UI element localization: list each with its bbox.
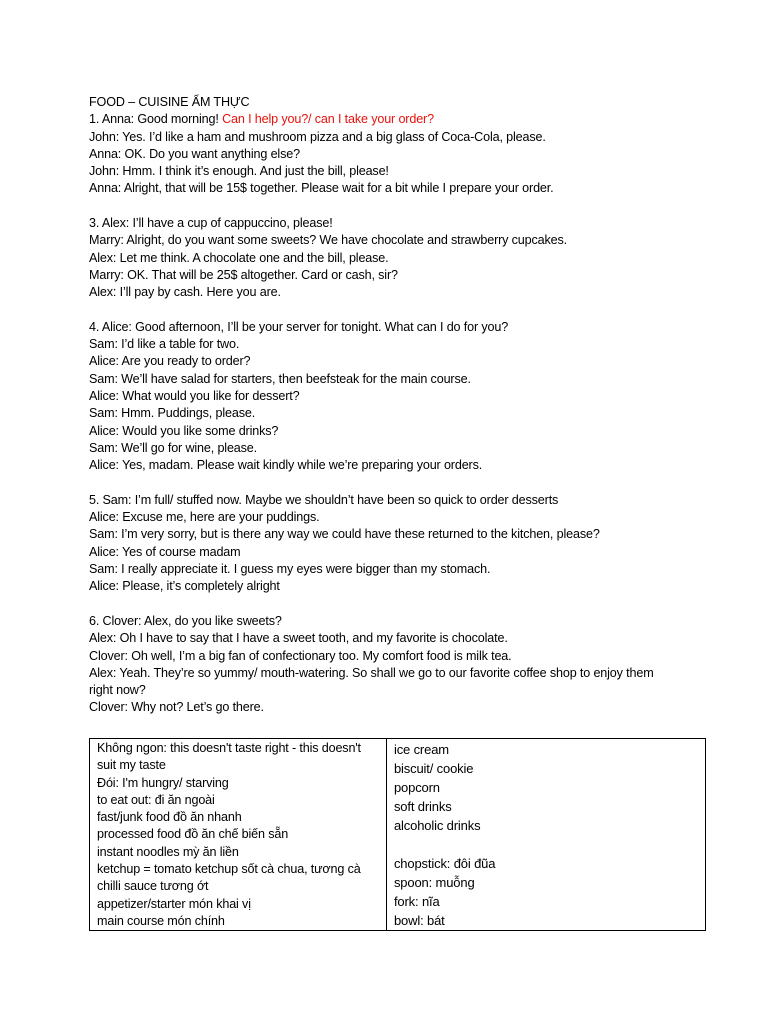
dialog-line: Marry: OK. That will be 25$ altogether. Card or cash, sir? bbox=[89, 267, 398, 282]
dialog-line: Alice: Would you like some drinks? bbox=[89, 423, 279, 438]
dialog-1-greeting: 1. Anna: Good morning! bbox=[89, 112, 223, 127]
vocabulary-table bbox=[89, 738, 706, 931]
dialog-line: Alex: Oh I have to say that I have a sweet tooth, and my favorite is chocolate. bbox=[89, 631, 508, 646]
dialog-line: Alex: Let me think. A chocolate one and the bill, please. bbox=[89, 250, 389, 265]
spacer bbox=[89, 302, 699, 319]
vocab-item: appetizer/starter món khai vị bbox=[97, 896, 251, 911]
vocab-item: fast/junk food đồ ăn nhanh bbox=[97, 810, 242, 825]
dialog-line: Alice: Please, it’s completely alright bbox=[89, 579, 280, 594]
vocab-item: biscuit/ cookie bbox=[393, 761, 474, 776]
dialog-line: 4. Alice: Good afternoon, I’ll be your server for tonight. What can I do for you? bbox=[89, 319, 509, 334]
dialog-line: Alex: I’ll pay by cash. Here you are. bbox=[89, 285, 281, 300]
vocab-item: soft drinks bbox=[393, 799, 452, 814]
vocab-item: chopstick: đôi đũa bbox=[393, 856, 496, 871]
vocab-item: chilli sauce tương ớt bbox=[97, 879, 209, 894]
dialog-line: Alice: Yes of course madam bbox=[89, 544, 241, 559]
dialog-line: Marry: Alright, do you want some sweets? We have chocolate and strawberry cupcakes. bbox=[89, 233, 568, 248]
vocab-item: instant noodles mỳ ăn liền bbox=[97, 844, 239, 859]
dialog-line: Sam: We’ll have salad for starters, then beefsteak for the main course. bbox=[89, 371, 471, 386]
vocab-item: fork: nĩa bbox=[393, 894, 440, 909]
dialog-line-wrapped: Alex: Yeah. They’re so yummy/ mouth-watering. So shall we go to our favorite coffee shop to enjoy them right now? bbox=[89, 665, 654, 698]
dialog-line: Sam: I’m very sorry, but is there any way we could have these returned to the kitchen, please? bbox=[89, 527, 600, 542]
vocab-item: main course món chính bbox=[97, 913, 225, 928]
dialog-line: Anna: Alright, that will be 15$ together. Please wait for a bit while I prepare your order. bbox=[89, 181, 554, 196]
dialog-line: John: Yes. I’d like a ham and mushroom pizza and a big glass of Coca-Cola, please. bbox=[89, 129, 546, 144]
dialog-line: Clover: Oh well, I’m a big fan of confectionary too. My comfort food is milk tea. bbox=[89, 648, 512, 663]
vocab-left-cell bbox=[90, 739, 387, 931]
dialog-line: Sam: We’ll go for wine, please. bbox=[89, 440, 258, 455]
dialog-line: Sam: I really appreciate it. I guess my eyes were bigger than my stomach. bbox=[89, 562, 491, 577]
dialog-line: 5. Sam: I’m full/ stuffed now. Maybe we shouldn’t have been so quick to order desserts bbox=[89, 492, 559, 507]
dialog-1-highlight: Can I help you?/ can I take your order? bbox=[222, 112, 434, 127]
spacer bbox=[394, 835, 700, 854]
vocab-right-cell bbox=[386, 739, 705, 931]
dialog-text bbox=[89, 94, 699, 717]
vocab-item: processed food đồ ăn chế biến sẵn bbox=[97, 827, 289, 842]
dialog-line: Alice: Excuse me, here are your puddings. bbox=[89, 510, 320, 525]
dialog-line: Alice: What would you like for dessert? bbox=[89, 389, 300, 404]
dialog-line: John: Hmm. I think it’s enough. And just the bill, please! bbox=[89, 164, 389, 179]
vocab-item: ice cream bbox=[393, 742, 449, 757]
vocab-item: Đói: I'm hungry/ starving bbox=[97, 775, 229, 790]
dialog-line: Sam: Hmm. Puddings, please. bbox=[89, 406, 256, 421]
vocab-item: popcorn bbox=[393, 780, 440, 795]
vocab-item: ketchup = tomato ketchup sốt cà chua, tương cà bbox=[97, 862, 361, 877]
vocab-item: alcoholic drinks bbox=[393, 818, 481, 833]
vocab-item: spoon: muỗng bbox=[393, 875, 475, 890]
spacer bbox=[89, 475, 699, 492]
dialog-line: Clover: Why not? Let’s go there. bbox=[89, 700, 264, 715]
dialog-line: 6. Clover: Alex, do you like sweets? bbox=[89, 613, 282, 628]
vocab-item: to eat out: đi ăn ngoài bbox=[97, 792, 215, 807]
page-title: FOOD – CUISINE ẨM THỰC bbox=[89, 95, 250, 109]
vocab-item: bowl: bát bbox=[393, 913, 445, 928]
spacer bbox=[89, 596, 699, 613]
dialog-line: Alice: Are you ready to order? bbox=[89, 354, 251, 369]
vocab-item: Không ngon: this doesn't taste right - this doesn't suit my taste bbox=[97, 741, 361, 773]
spacer bbox=[89, 198, 699, 215]
dialog-line: Anna: OK. Do you want anything else? bbox=[89, 146, 300, 161]
dialog-line: Sam: I’d like a table for two. bbox=[89, 337, 240, 352]
dialog-1-first-line bbox=[89, 111, 699, 128]
table-row bbox=[90, 739, 706, 931]
dialog-line: 3. Alex: I’ll have a cup of cappuccino, please! bbox=[89, 216, 333, 231]
dialog-line: Alice: Yes, madam. Please wait kindly while we’re preparing your orders. bbox=[89, 458, 483, 473]
